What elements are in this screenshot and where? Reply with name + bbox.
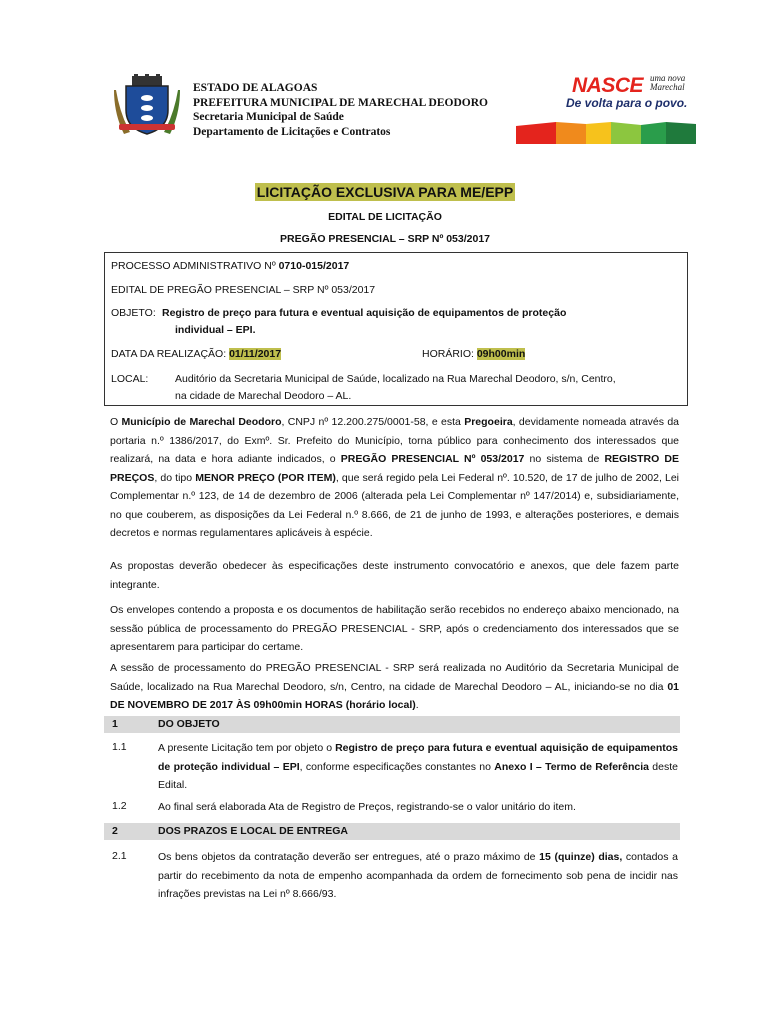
data-row (111, 348, 281, 360)
intro-paragraph-2: As propostas deverão obedecer às especificações deste instrumento convocatório e anexos, que dele fazem parte integrante. (110, 560, 679, 591)
logo-slogan: De volta para o povo. (566, 96, 688, 110)
edital-subtitle: EDITAL DE LICITAÇÃO (328, 211, 442, 223)
section-title: DO OBJETO (158, 718, 220, 730)
item-number: 1.1 (112, 741, 127, 753)
intro-paragraph-1: O Município de Marechal Deodoro, CNPJ nº 12.200.275/0001-58, e esta Pregoeira, devidamente nomeada através da portaria n.º 1386/2017, do Exmº. Sr. Prefeito do Município, torna público para conhecimento dos interessados que realizará, na data e hora adiante indicados, o PREGÃO PRESENCIAL Nº 053/2017 no sistema de REGISTRO DE PREÇOS, do tipo MENOR PREÇO (POR ITEM), que será regido pela Lei Federal nº. 10.520, de 17 de julho de 2002, Lei Complementar n.º 123, de 14 de dezembro de 2006 (alterada pela Lei Complementar nº 147/2014) e, subsidiariamente, no que couberem, as disposições da Lei Federal n.º 8.666, de 21 de junho de 1993, e alterações posteriores, e demais decretos e normas regulamentares aplicáveis à espécie. (110, 416, 680, 539)
item-1-2-text: Ao final será elaborada Ata de Registro de Preços, registrando-se o valor unitário do item. (158, 801, 576, 813)
logo-color-bar (516, 122, 696, 144)
local-label: LOCAL: (111, 373, 149, 385)
section-number: 2 (112, 825, 118, 837)
header-prefecture: PREFEITURA MUNICIPAL DE MARECHAL DEODORO (193, 96, 488, 109)
processo-value: 0710-015/2017 (278, 260, 350, 272)
logo-tagline: uma nova Marechal (650, 73, 686, 92)
hora-row (422, 348, 525, 360)
section-header-2 (104, 823, 680, 840)
campaign-logo (516, 74, 696, 144)
local-line1: Auditório da Secretaria Municipal de Saúde, localizado na Rua Marechal Deodoro, s/n, Centro, (175, 373, 616, 385)
document-title: LICITAÇÃO EXCLUSIVA PARA ME/EPP (256, 184, 514, 200)
item-2-1-text: Os bens objetos da contratação deverão ser entregues, até o prazo máximo de 15 (quinze) dias, contados a partir do recebimento da nota de empenho acompanhada da ordem de fornecimento sob pena de incidir nas infrações previstas na Lei nº 8.666/93. (158, 851, 678, 900)
item-number: 1.2 (112, 800, 127, 812)
pregao-subtitle: PREGÃO PRESENCIAL – SRP Nº 053/2017 (279, 233, 491, 245)
municipal-crest-icon (114, 74, 180, 136)
edital-row: EDITAL DE PREGÃO PRESENCIAL – SRP Nº 053/2017 (111, 284, 376, 296)
data-label: DATA DA REALIZAÇÃO: (111, 348, 227, 360)
processo-row (111, 260, 349, 272)
logo-word: NASCE (572, 74, 644, 97)
intro-paragraph-4: A sessão de processamento do PREGÃO PRESENCIAL - SRP será realizada no Auditório da Secretaria Municipal de Saúde, localizado na Rua Marechal Deodoro, s/n, Centro, na cidade de Marechal Deodoro – AL, iniciando-se no dia 01 DE NOVEMBRO DE 2017 ÀS 09h00min HORAS (horário local). (110, 662, 679, 711)
data-value: 01/11/2017 (229, 348, 282, 360)
document-header (193, 81, 488, 139)
local-line2: na cidade de Marechal Deodoro – AL. (175, 390, 352, 402)
section-header-1 (104, 716, 680, 733)
header-department: Departamento de Licitações e Contratos (193, 125, 391, 138)
section-title: DOS PRAZOS E LOCAL DE ENTREGA (158, 825, 348, 837)
item-number: 2.1 (112, 850, 127, 862)
section-number: 1 (112, 718, 118, 730)
intro-paragraph-3: Os envelopes contendo a proposta e os documentos de habilitação serão recebidos no endereço abaixo mencionado, na sessão pública de processamento do PREGÃO PRESENCIAL - SRP, após o credenciamento dos interessados que se apresentarem para participar do certame. (110, 604, 679, 653)
hora-label: HORÁRIO: (422, 348, 474, 360)
header-secretariat: Secretaria Municipal de Saúde (193, 111, 344, 123)
processo-label: PROCESSO ADMINISTRATIVO Nº (111, 260, 276, 272)
summary-box (104, 252, 688, 406)
objeto-line1: Registro de preço para futura e eventual aquisição de equipamentos de proteção (162, 307, 567, 319)
item-1-1-text: A presente Licitação tem por objeto o Registro de preço para futura e eventual aquisição de equipamentos de proteção individual – EPI, conforme especificações constantes no Anexo I – Termo de Referência deste Edital. (158, 742, 678, 791)
objeto-label: OBJETO: (111, 307, 156, 319)
hora-value: 09h00min (476, 348, 526, 360)
objeto-line2: individual – EPI. (175, 324, 256, 336)
header-state: ESTADO DE ALAGOAS (193, 82, 318, 94)
